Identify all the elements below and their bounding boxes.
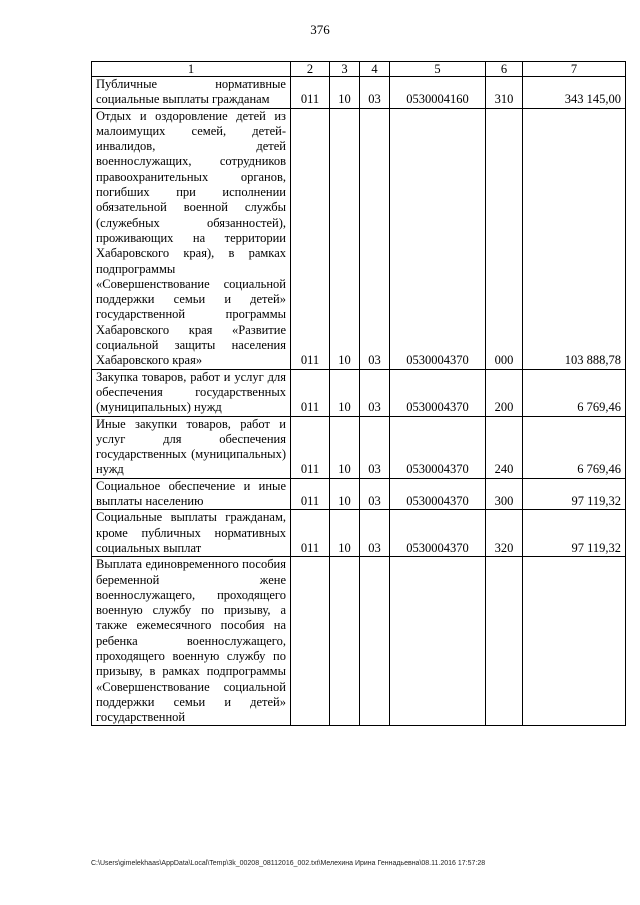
section-code: 10 [330, 416, 360, 478]
expense-type-code: 310 [486, 77, 523, 109]
target-article-code: 0530004370 [390, 369, 486, 416]
ministry-code [291, 557, 330, 726]
table-row [92, 510, 626, 557]
expense-type-code: 240 [486, 416, 523, 478]
row-description: Отдых и оздоровление детей из малоимущих семей, детей-инвалидов, детей военнослужащих, сотрудников правоохранительных органов, погибших при исполнении обязательной военной службы (служебных обязанностей), проживающих на территории Хабаровского края), в рамках подпрограммы «Совершенствование социальной поддержки семьи и детей» государственной программы Хабаровского края «Развитие социальной защиты населения Хабаровского края» [92, 108, 291, 369]
column-header: 5 [390, 62, 486, 77]
expense-type-code: 320 [486, 510, 523, 557]
column-header: 7 [523, 62, 626, 77]
column-header: 6 [486, 62, 523, 77]
subsection-code: 03 [360, 77, 390, 109]
row-description: Иные закупки товаров, работ и услуг для обеспечения государственных (муниципальных) нужд [92, 416, 291, 478]
column-header: 1 [92, 62, 291, 77]
ministry-code: 011 [291, 478, 330, 510]
column-header: 4 [360, 62, 390, 77]
table-row [92, 108, 626, 369]
subsection-code [360, 557, 390, 726]
column-header: 2 [291, 62, 330, 77]
amount: 6 769,46 [523, 369, 626, 416]
target-article-code: 0530004370 [390, 510, 486, 557]
amount: 103 888,78 [523, 108, 626, 369]
table-row [92, 77, 626, 109]
section-code: 10 [330, 369, 360, 416]
row-description: Социальное обеспечение и иные выплаты населению [92, 478, 291, 510]
ministry-code: 011 [291, 369, 330, 416]
subsection-code: 03 [360, 510, 390, 557]
file-path-footer: C:\Users\gimelekhaas\AppData\Local\Temp\3k_00208_08112016_002.txt\Мелехина Ирина Геннадьевна\08.11.2016 17:57:28 [91, 860, 486, 867]
row-description: Публичные нормативные социальные выплаты гражданам [92, 77, 291, 109]
section-code: 10 [330, 108, 360, 369]
amount [523, 557, 626, 726]
target-article-code: 0530004160 [390, 77, 486, 109]
section-code: 10 [330, 478, 360, 510]
expense-type-code: 300 [486, 478, 523, 510]
ministry-code: 011 [291, 416, 330, 478]
target-article-code [390, 557, 486, 726]
amount: 343 145,00 [523, 77, 626, 109]
ministry-code: 011 [291, 108, 330, 369]
row-description: Социальные выплаты гражданам, кроме публичных нормативных социальных выплат [92, 510, 291, 557]
table-header-row [92, 62, 626, 77]
amount: 6 769,46 [523, 416, 626, 478]
section-code: 10 [330, 510, 360, 557]
table-row [92, 416, 626, 478]
ministry-code: 011 [291, 510, 330, 557]
table-row [92, 478, 626, 510]
expense-type-code: 000 [486, 108, 523, 369]
column-header: 3 [330, 62, 360, 77]
page-number: 376 [310, 22, 330, 37]
ministry-code: 011 [291, 77, 330, 109]
amount: 97 119,32 [523, 510, 626, 557]
subsection-code: 03 [360, 478, 390, 510]
section-code [330, 557, 360, 726]
row-description: Выплата единовременного пособия беременной жене военнослужащего, проходящего военную службу по призыву, а также ежемесячного пособия на ребенка военнослужащего, проходящего военную службу по призыву, в рамках подпрограммы «Совершенствование социальной поддержки семьи и детей» государственной [92, 557, 291, 726]
target-article-code: 0530004370 [390, 478, 486, 510]
section-code: 10 [330, 77, 360, 109]
expense-type-code: 200 [486, 369, 523, 416]
row-description: Закупка товаров, работ и услуг для обеспечения государственных (муниципальных) нужд [92, 369, 291, 416]
target-article-code: 0530004370 [390, 108, 486, 369]
table-row [92, 369, 626, 416]
budget-table [91, 61, 626, 726]
subsection-code: 03 [360, 108, 390, 369]
table-row [92, 557, 626, 726]
subsection-code: 03 [360, 369, 390, 416]
expense-type-code [486, 557, 523, 726]
amount: 97 119,32 [523, 478, 626, 510]
subsection-code: 03 [360, 416, 390, 478]
target-article-code: 0530004370 [390, 416, 486, 478]
